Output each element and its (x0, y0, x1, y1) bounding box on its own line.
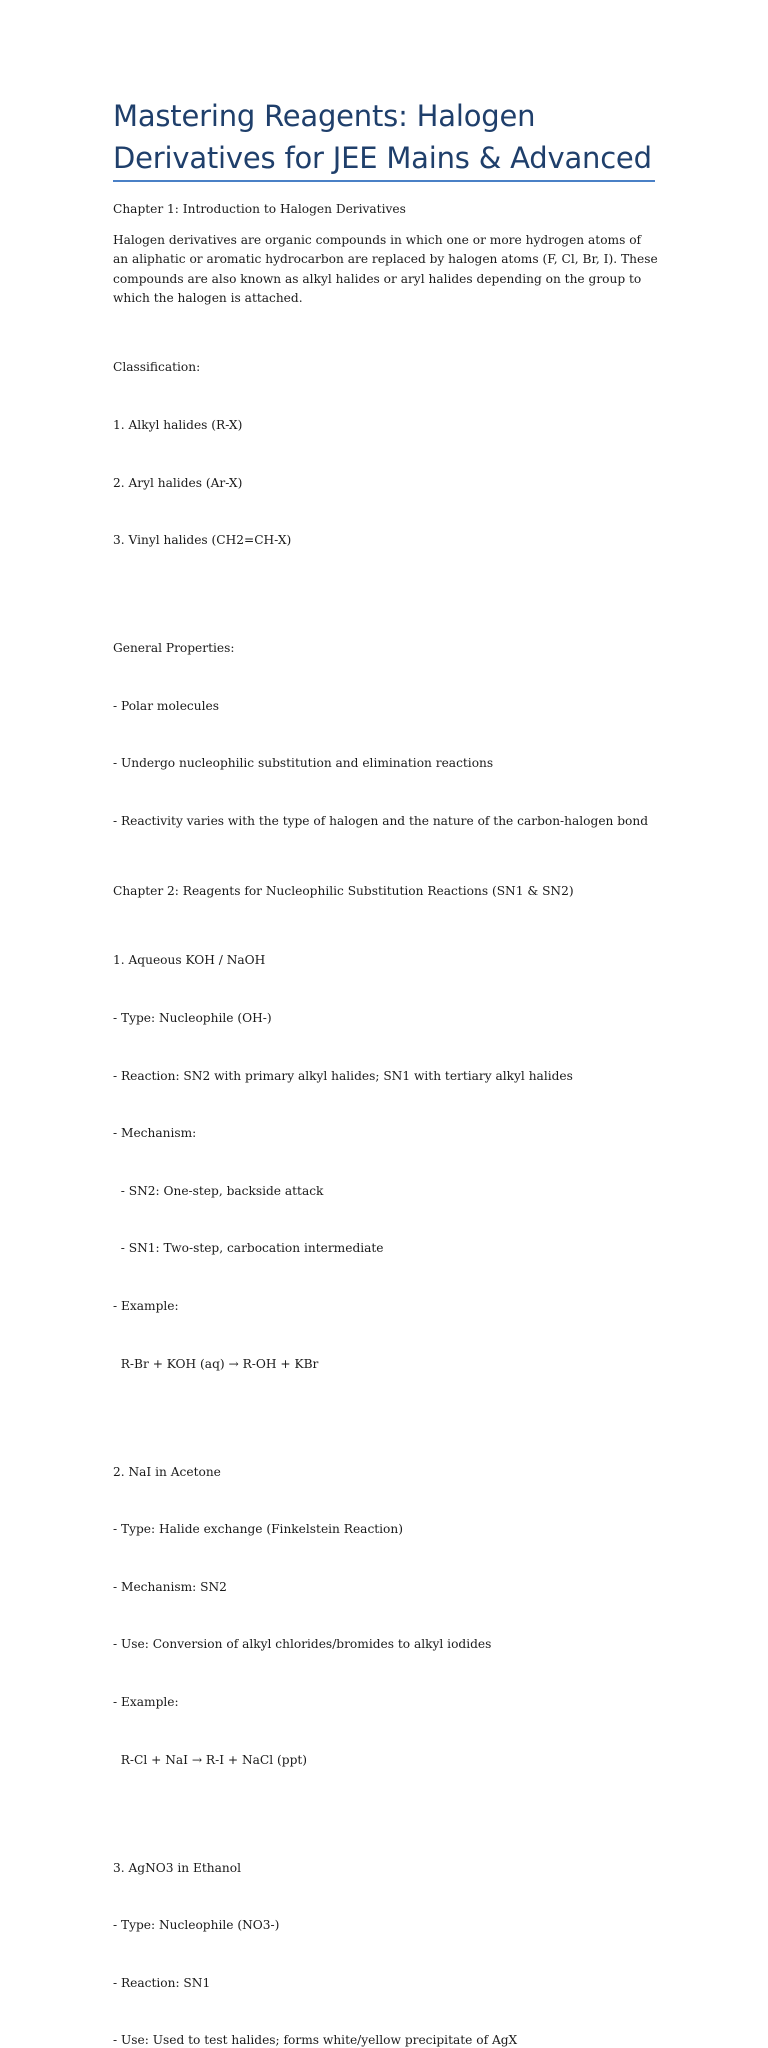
document-body (113, 200, 658, 2048)
chapter-1-intro: Halogen derivatives are organic compounds in which one or more hydrogen atoms of an aliphatic or aromatic hydrocarbon are replaced by halogen atoms (F, Cl, Br, I). These compounds are also known as alkyl halides or aryl halides depending on the group to which the halogen is attached. (113, 233, 658, 305)
chapter-2-heading: Chapter 2: Reagents for Nucleophilic Substitution Reactions (SN1 & SN2) (113, 883, 574, 898)
reagent-line: - Reaction: SN1 (113, 1975, 211, 1990)
properties-item: - Undergo nucleophilic substitution and elimination reactions (113, 756, 494, 771)
reagent-equation: R-Cl + NaI → R-I + NaCl (ppt) (113, 1752, 308, 1767)
reagent-line: - Type: Halide exchange (Finkelstein Reaction) (113, 1522, 404, 1537)
classification-item: 2. Aryl halides (Ar-X) (113, 475, 243, 490)
classification-label: Classification: (113, 360, 201, 375)
classification-item: 3. Vinyl halides (CH2=CH-X) (113, 533, 292, 548)
reagent-line: - Type: Nucleophile (OH-) (113, 1010, 272, 1025)
reagent-line: - Example: (113, 1695, 179, 1710)
reagent-line: - SN1: Two-step, carbocation intermediate (113, 1241, 384, 1256)
properties-item: - Polar molecules (113, 698, 219, 713)
chapter-1-heading: Chapter 1: Introduction to Halogen Derivatives (113, 202, 406, 216)
reagent-block-nai (113, 1424, 658, 1808)
reagent-line: - Reaction: SN2 with primary alkyl halides; SN1 with tertiary alkyl halides (113, 1068, 573, 1083)
reagent-line: - Example: (113, 1298, 179, 1313)
reagent-line: - Type: Nucleophile (NO3-) (113, 1918, 280, 1933)
classification-block (113, 320, 658, 589)
reagent-line: 1. Aqueous KOH / NaOH (113, 953, 266, 968)
reagent-line: - Use: Conversion of alkyl chlorides/bromides to alkyl iodides (113, 1637, 492, 1652)
reagent-line: - Use: Used to test halides; forms white/yellow precipitate of AgX (113, 2033, 518, 2048)
reagent-line: - SN2: One-step, backside attack (113, 1183, 324, 1198)
reagent-block-koh (113, 913, 658, 1412)
reagent-block-agno3 (113, 1820, 658, 2048)
title-underline (113, 180, 655, 182)
properties-item: - Reactivity varies with the type of halogen and the nature of the carbon-halogen bond (113, 814, 649, 829)
reagent-line: - Mechanism: SN2 (113, 1579, 227, 1594)
classification-item: 1. Alkyl halides (R-X) (113, 418, 243, 433)
reagent-line: - Mechanism: (113, 1126, 197, 1141)
reagent-equation: R-Br + KOH (aq) → R-OH + KBr (113, 1356, 319, 1371)
properties-block (113, 601, 658, 870)
reagent-line: 3. AgNO3 in Ethanol (113, 1860, 242, 1875)
document-title: Mastering Reagents: Halogen Derivatives for JEE Mains & Advanced (113, 99, 652, 175)
properties-label: General Properties: (113, 641, 235, 656)
reagent-line: 2. NaI in Acetone (113, 1464, 221, 1479)
